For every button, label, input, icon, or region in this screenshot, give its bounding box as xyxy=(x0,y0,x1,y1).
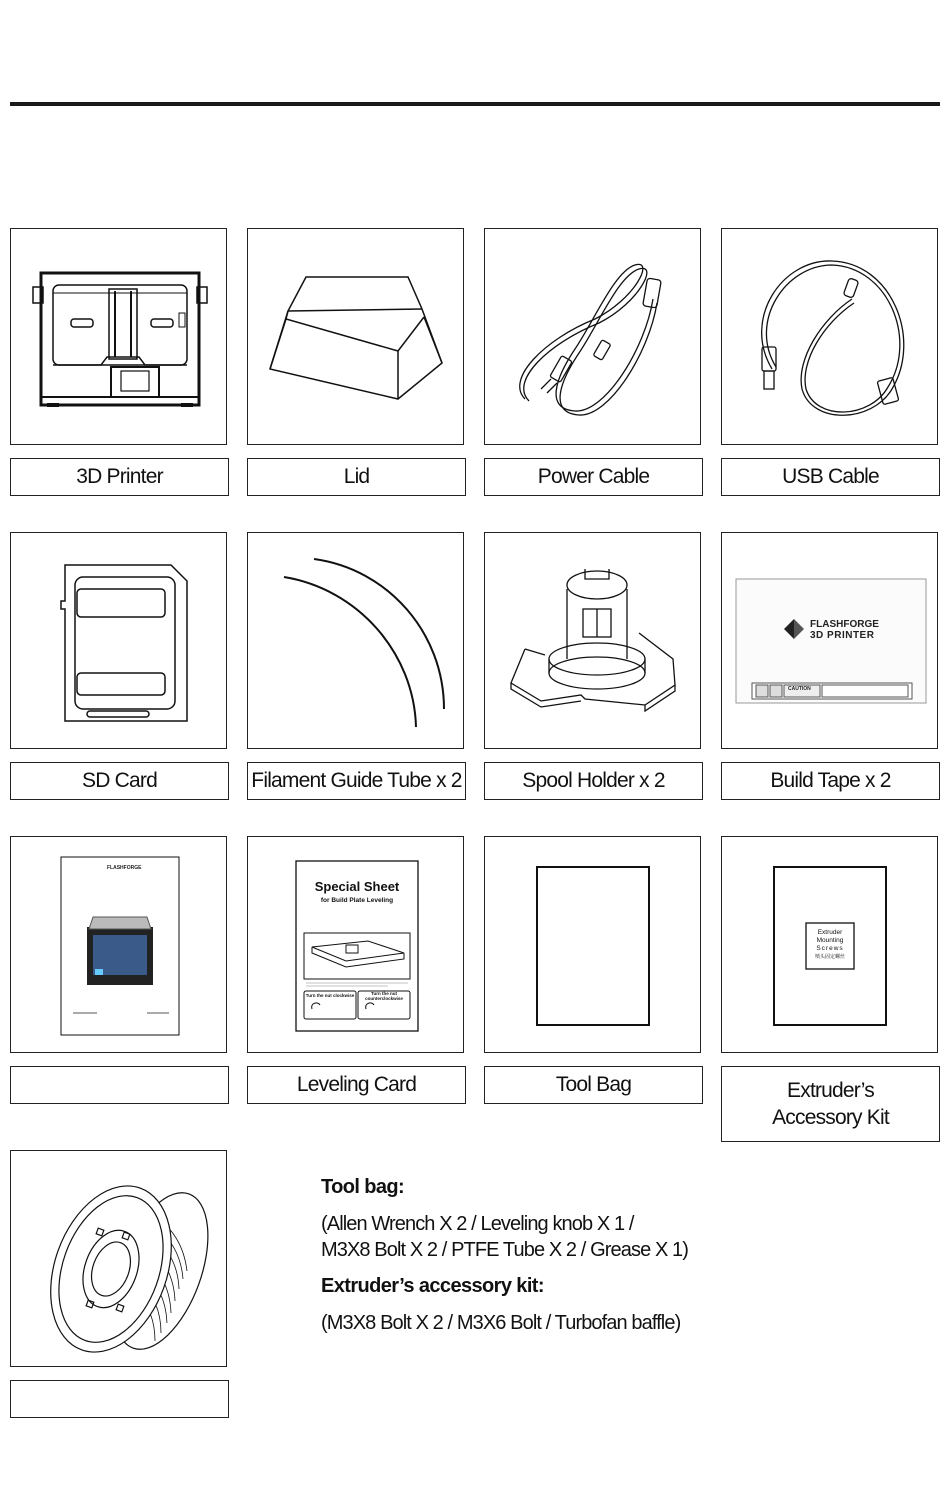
leveling-card-clockwise: Turn the nut clockwise xyxy=(305,993,355,998)
tile-usb-cable xyxy=(721,228,938,445)
label-text: Filament Guide Tube x 2 xyxy=(251,769,462,792)
label-usb-cable xyxy=(721,458,940,496)
label-text: Spool Holder x 2 xyxy=(522,769,665,792)
filament-tube-icon xyxy=(248,533,464,749)
label-text: Power Cable xyxy=(537,465,650,488)
tool-bag-contents-line2: M3X8 Bolt X 2 / PTFE Tube X 2 / Grease X 1) xyxy=(321,1239,689,1261)
build-tape-icon xyxy=(722,533,938,749)
tape-brand: FLASHFORGE xyxy=(810,619,879,630)
kit-box-line3: Screws xyxy=(816,945,844,952)
label-spool-holder xyxy=(484,762,703,800)
label-tool-bag xyxy=(484,1066,703,1104)
tool-bag-heading: Tool bag: xyxy=(321,1176,405,1198)
sd-card-icon xyxy=(11,533,227,749)
kit-heading: Extruder’s accessory kit: xyxy=(321,1275,544,1297)
kit-box-text xyxy=(806,929,854,961)
tool-bag-contents-line1: (Allen Wrench X 2 / Leveling knob X 1 / xyxy=(321,1213,634,1235)
tile-lid xyxy=(247,228,464,445)
tile-3d-printer xyxy=(10,228,227,445)
tile-sd-card xyxy=(10,532,227,749)
kit-box-line2: Mounting xyxy=(816,937,844,944)
ccw-line1: Turn the nut xyxy=(371,991,397,996)
label-lid xyxy=(247,458,466,496)
label-text-line1: Extruder’s xyxy=(787,1079,874,1102)
label-manual xyxy=(10,1066,229,1104)
ccw-line2: counterclockwise xyxy=(365,996,403,1001)
top-rule xyxy=(10,102,940,106)
label-text: 3D Printer xyxy=(76,465,163,488)
filament-spool-icon xyxy=(11,1151,227,1367)
kit-box-line4: 喷头固定螺丝 xyxy=(814,954,845,960)
label-sd-card xyxy=(10,762,229,800)
label-text-line2: Accessory Kit xyxy=(772,1106,889,1129)
label-filament-spool xyxy=(10,1380,229,1418)
tile-leveling-card xyxy=(247,836,464,1053)
3d-printer-icon xyxy=(11,229,227,445)
leveling-card-counterclockwise xyxy=(358,991,410,1001)
label-3d-printer xyxy=(10,458,229,496)
tile-filament-guide-tube xyxy=(247,532,464,749)
usb-cable-icon xyxy=(722,229,938,445)
tile-build-tape xyxy=(721,532,938,749)
label-power-cable xyxy=(484,458,703,496)
leveling-card-subtitle: for Build Plate Leveling xyxy=(320,897,394,904)
label-accessory-kit xyxy=(721,1066,940,1142)
tile-manual xyxy=(10,836,227,1053)
tool-bag-icon xyxy=(485,837,701,1053)
kit-box-line1: Extruder xyxy=(817,929,843,936)
power-cable-icon xyxy=(485,229,701,445)
tile-accessory-kit xyxy=(721,836,938,1053)
manual-brand: FLASHFORGE xyxy=(107,865,142,871)
spool-holder-icon xyxy=(485,533,701,749)
tile-tool-bag xyxy=(484,836,701,1053)
accessory-notes xyxy=(321,1176,921,1336)
kit-contents-line1: (M3X8 Bolt X 2 / M3X6 Bolt / Turbofan baffle) xyxy=(321,1312,681,1334)
tile-spool-holder xyxy=(484,532,701,749)
label-text: Leveling Card xyxy=(296,1073,417,1096)
tile-filament-spool xyxy=(10,1150,227,1367)
tape-caution: CAUTION xyxy=(788,686,811,692)
leveling-card-title: Special Sheet xyxy=(314,879,400,894)
tile-power-cable xyxy=(484,228,701,445)
tape-brand-sub: 3D PRINTER xyxy=(810,630,875,641)
label-text: SD Card xyxy=(82,769,157,792)
label-filament-guide-tube xyxy=(247,762,466,800)
lid-icon xyxy=(248,229,464,445)
label-build-tape xyxy=(721,762,940,800)
label-leveling-card xyxy=(247,1066,466,1104)
label-text: USB Cable xyxy=(782,465,879,488)
label-text: Build Tape x 2 xyxy=(770,769,891,792)
leveling-card-icon xyxy=(248,837,464,1053)
label-text: Tool Bag xyxy=(555,1073,632,1096)
label-text: Lid xyxy=(343,465,370,488)
